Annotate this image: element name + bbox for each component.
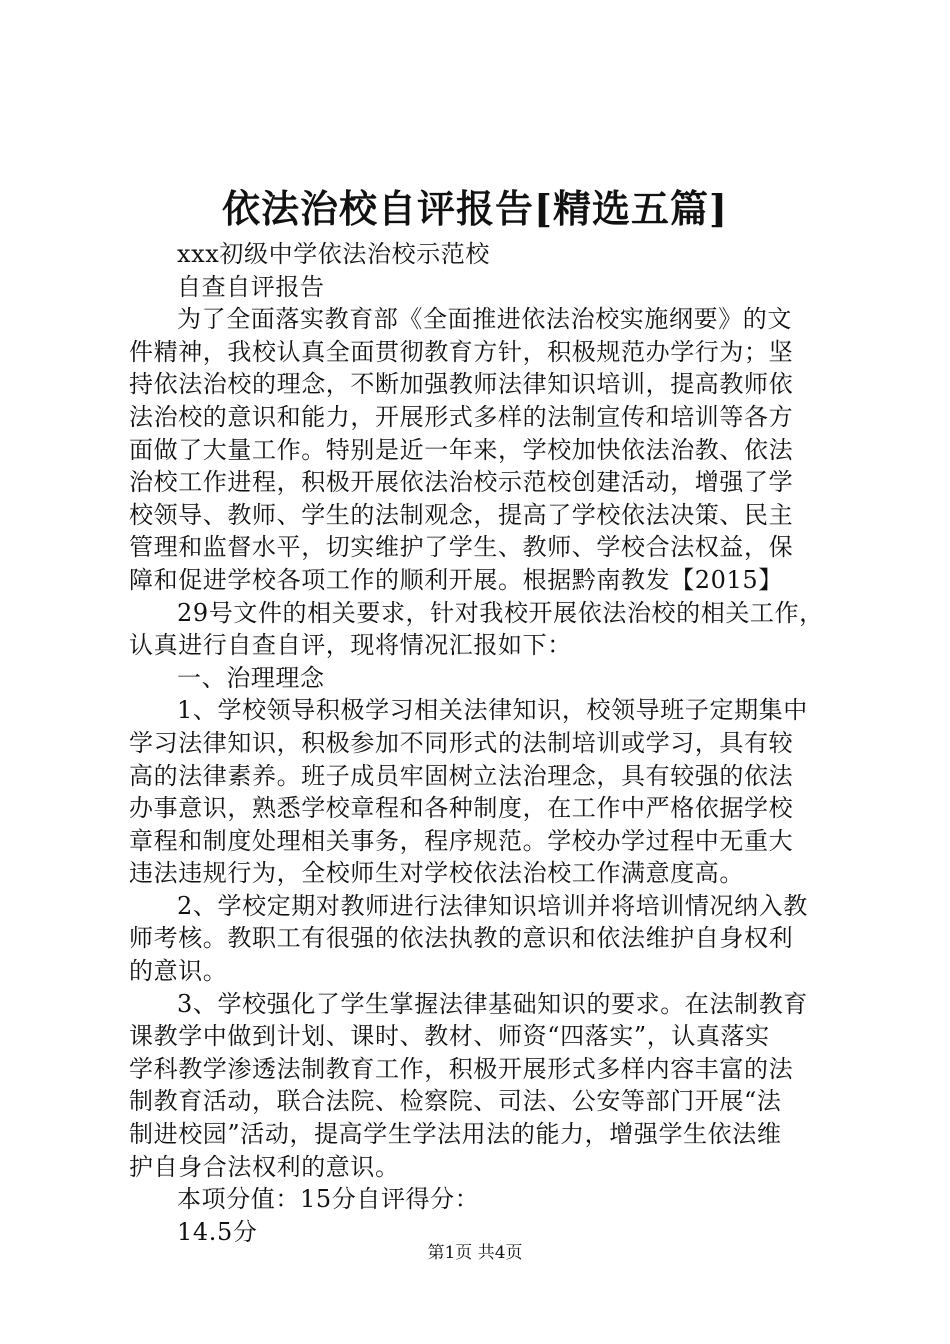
body-line: 一、治理理念 — [177, 663, 325, 692]
body-line: 治校工作进程，积极开展依法治校示范校创建活动，增强了学 — [129, 468, 794, 497]
body-line: 障和促进学校各项工作的顺利开展。根据黔南教发【2015】 — [129, 565, 783, 594]
document-title: 依法治校自评报告[精选五篇] — [222, 186, 728, 231]
body-line: 1、学校领导积极学习相关法律知识，校领导班子定期集中 — [177, 696, 808, 725]
body-line: xxx初级中学依法治校示范校 — [177, 240, 491, 268]
body-line: 的意识。 — [129, 957, 228, 986]
body-line: 学科教学渗透法制教育工作，积极开展形式多样内容丰富的法 — [129, 1054, 794, 1083]
body-line: 护自身合法权利的意识。 — [129, 1152, 400, 1181]
body-line: 高的法律素养。班子成员牢固树立法治理念，具有较强的依法 — [129, 761, 794, 790]
body-line: 自查自评报告 — [177, 272, 325, 301]
body-line: 违法违规行为，全校师生对学校依法治校工作满意度高。 — [129, 859, 744, 888]
body-line: 2、学校定期对教师进行法律知识培训并将培训情况纳入教 — [177, 891, 808, 920]
body-line: 认真进行自查自评，现将情况汇报如下： — [129, 631, 572, 660]
body-line: 管理和监督水平，切实维护了学生、教师、学校合法权益，保 — [129, 533, 794, 562]
body-line: 校领导、教师、学生的法制观念，提高了学校依法决策、民主 — [129, 500, 794, 529]
document-body — [129, 238, 829, 1248]
body-line: 为了全面落实教育部《全面推进依法治校实施纲要》的文 — [177, 305, 792, 334]
body-line: 制进校园”活动，提高学生学法用法的能力，增强学生依法维 — [129, 1120, 782, 1149]
body-line: 师考核。教职工有很强的依法执教的意识和依法维护自身权利 — [129, 924, 794, 953]
body-line: 学习法律知识，积极参加不同形式的法制培训或学习，具有较 — [129, 728, 794, 757]
page-footer: 第1页 共4页 — [427, 1243, 523, 1263]
body-line: 法治校的意识和能力，开展形式多样的法制宣传和培训等各方 — [129, 402, 794, 431]
body-line: 课教学中做到计划、课时、教材、师资“四落实”，认真落实 — [129, 1022, 770, 1051]
body-line: 29号文件的相关要求，针对我校开展依法治校的相关工作， — [177, 598, 824, 627]
body-line: 14.5分 — [177, 1217, 258, 1246]
body-line: 章程和制度处理相关事务，程序规范。学校办学过程中无重大 — [129, 826, 794, 855]
body-line: 办事意识，熟悉学校章程和各种制度，在工作中严格依据学校 — [129, 794, 794, 823]
body-line: 件精神，我校认真全面贯彻教育方针，积极规范办学行为；坚 — [129, 337, 794, 366]
body-line: 制教育活动，联合法院、检察院、司法、公安等部门开展“法 — [129, 1087, 782, 1116]
body-line: 持依法治校的理念，不断加强教师法律知识培训，提高教师依 — [129, 370, 794, 399]
body-line: 面做了大量工作。特别是近一年来，学校加快依法治教、依法 — [129, 435, 794, 464]
body-line: 本项分值：15分自评得分： — [177, 1185, 480, 1214]
body-line: 3、学校强化了学生掌握法律基础知识的要求。在法制教育 — [177, 989, 808, 1018]
